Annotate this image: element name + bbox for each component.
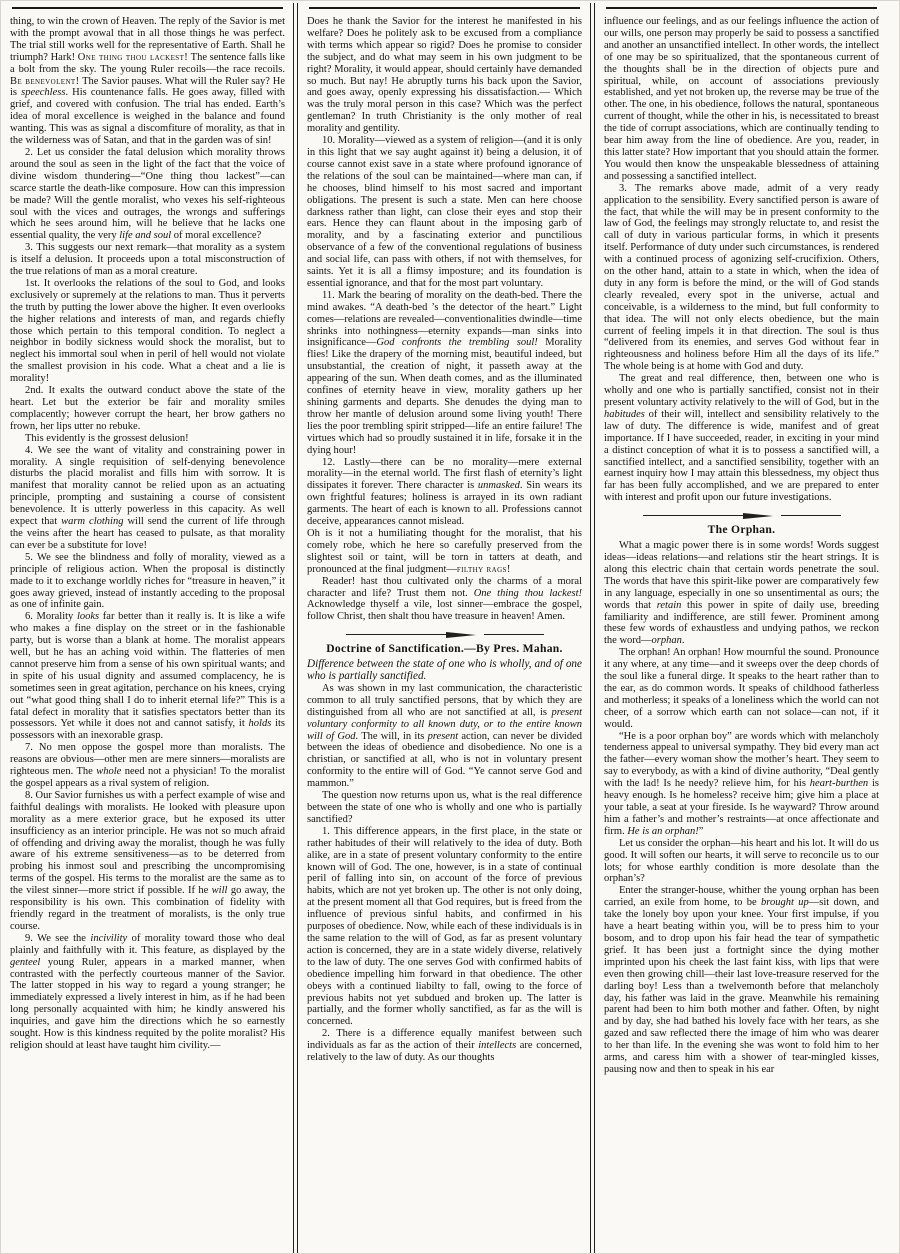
emphasis-text: whole	[96, 766, 122, 778]
emphasis-text: retain	[656, 599, 682, 611]
divider-line	[781, 515, 841, 516]
paragraph: 8. Our Savior furnishes us with a perfect example of wise and faithful dealings with moralists. He looked with pleasure upon morality as a mere exterior grace, but he exposed its utter insufficiency as an interior principle. He was not so much afraid of offending and driving away the moralist, though he was fully aware of his extreme sensitiveness—as to be deterred from probing his inmost soul and prescribing the uncompromising terms of the gospel. His terms to the moralist are the same as to the vilest sinner—more strict if possible. If he will go away, the responsibility is his own. This combination of fidelity with friendly regard in the treatment of moralists, is the only true course.	[10, 789, 285, 932]
emphasis-text: intellects	[478, 1040, 517, 1052]
emphasis-text: looks	[76, 611, 100, 623]
paragraph: Let us consider the orphan—his heart and his lot. It will do us good. It will soften our hearts, it will serve to reconcile us to our lots; for whose earthly condition is more desolate than the orphan’s?	[604, 837, 879, 885]
column-3	[595, 1, 887, 1253]
emphasis-text: One thing thou lackest!	[473, 587, 582, 599]
paragraph: 11. Mark the bearing of morality on the death-bed. There the mind awakes. “A death-bed ’s the detector of the heart.” Light comes—relations are revealed—conventionalities dwindle—time shrinks into nothingness—eternity expands—man sinks into insignificance—God confronts the trembling soul! Morality flies! Like the drapery of the morning mist, beautiful indeed, but unsubstantial, the creation of night, it passeth away at the appearing of the sun. When death comes, and as the illuminated confines of eternity heave in view, morality gathers up her shining garments and departs. She denudes the dying man to throw her mantle of delusion around some living youth! There lies the poor trembling spirit stripped—life an entire failure! The virtues which had so proudly sustained it in life, forsake it in the dying hour!	[307, 289, 582, 456]
column-layout	[1, 1, 899, 1253]
emphasis-text: holds	[248, 718, 272, 730]
paragraph: 9. We see the incivility of morality toward those who deal plainly and faithfully with it. This feature, as displayed by the genteel young Ruler, appears in a marked manner, when contrasted with the perfectly courteous manner of the Savior. The latter stopped in his way to regard a young stranger; he immediately expressed a lively interest in him, as if he had been long personally acquainted with him; he kindly answered his inquiries, and gave him the directions which he so earnestly sought. How is this kindness requited by the polite moralist? His religion should at least have taught him civility.—	[10, 932, 285, 1051]
emphasis-text: genteel	[10, 956, 41, 968]
paragraph: Oh is it not a humiliating thought for the moralist, that his comely robe, which he here so carefully preserved from the slightest soil or taint, will be torn in tatters at death, and pronounced at the final judgment—filthy rags!	[307, 527, 582, 575]
paragraph: The great and real difference, then, between one who is wholly and one who is partially sanctified, consist not in their present voluntary activity relatively to the will of God, but in the habitudes of their will, intellect and sensibility relatively to the law of duty. The difference is wide, manifest and of great importance. If I have succeeded, reader, in exciting in your mind a distinct conception of what it is to possess a sanctified will, a sanctified intellect, and a sanctified sensibility, together with an earnest inquiry how I may attain this blessedness, my object thus far has been fully accomplished, and we are prepared to enter with interest and profit upon our future investigations.	[604, 373, 879, 504]
paragraph: influence our feelings, and as our feelings influence the action of our wills, one person may properly be said to possess a sanctified and another an unsanctified intellect. In other words, the intellect of one may be so spiritualized, that the spontaneous current of the thoughts shall be in the direction of objects pure and spiritual, while, on account of associations previously established, and yet not broken up, the reverse may be true of the other. The one, in his obedience, follows the natural, spontaneous current of thought, while the other in his, is necessitated to breast the tide of corrupt associations, which are continually tending to bear him away from the line of obedience. Are you, reader, in this latter state? How important that you should attain the former. You would then know the unspeakable blessedness of attaining and possessing a sanctified intellect.	[604, 16, 879, 182]
emphasis-text: unmasked	[477, 480, 520, 492]
top-rule	[309, 7, 580, 9]
article-heading: Doctrine of Sanctification.—By Pres. Mahan.	[326, 642, 563, 656]
column-3-text	[604, 16, 879, 1076]
paragraph: 2nd. It exalts the outward conduct above the state of the heart. Let but the exterior be fair and morality smiles complacently; however corrupt the heart, her brow gathers no frown, her lips utter no rebuke.	[10, 385, 285, 432]
paragraph: What a magic power there is in some words! Words suggest ideas—ideas relations—and relations stir the heart strings. It is along this electric chain that certain words penetrate the soul. The words that have this spirit-like power are comparatively few in any language, especially in one so unsentimental as ours; the words that retain this power in spite of daily use, breeding familiarity and indifference, are still fewer. Prominent among these few words of exhaustless and undying pathos, we reckon the word—orphan.	[604, 540, 879, 647]
emphasis-text: habitudes	[604, 408, 645, 420]
emphasis-text: will	[211, 885, 228, 897]
paragraph: “He is a poor orphan boy” are words which with melancholy tenderness appeal to universal sympathy. They bid every man act the father—every woman show the mother’s heart. They seem to say to everybody, as with a kind of divine authority, “Deal gently with the lad! Is he needy? relieve him, for his heart-burthen is heavy enough. Is he homeless? receive him; give him a place at your table, a seat at your fireside. Is he wayward? Throw around him a father’s and mother’s restraints—at once affectionate and firm. He is an orphan!”	[604, 730, 880, 837]
emphasis-text: warm clothing	[61, 516, 124, 528]
column-2	[298, 1, 590, 1253]
emphasis-text: heart-burthen	[809, 778, 869, 790]
emphasis-text: incivility	[90, 932, 128, 944]
emphasis-text: He is an orphan!	[627, 825, 699, 837]
section-divider	[643, 512, 841, 519]
emphasis-text: life and soul	[119, 230, 172, 242]
paragraph: 4. We see the want of vitality and constraining power in morality. A single requisition of self-denying benevolence disturbs the placid moralist and fills him with sorrow. It is manifest that morality cannot be relied upon as an actuating principle, prompting and sustaining a course of consistent benevolence. It is utterly powerless in this capacity. As well expect that warm clothing will send the current of life through the veins after the heart has ceased to pulsate, as that morality can ever be a substitute for love!	[10, 444, 285, 551]
paragraph: 2. Let us consider the fatal delusion which morality throws around the soul as seen in the light of the fact that the voice of divine wisdom thundering—“One thing thou lackest”—can scarce startle the death-like composure. How can this impression be made? Will the gentle moralist, who vexes his self-righteous soul with the vices and outrages, the wrongs and sufferings which he sees around him, will he believe that he lacks one essential quality, the very life and soul of moral excellence?	[10, 146, 285, 242]
article-heading: The Orphan.	[707, 523, 776, 537]
paragraph: Does he thank the Savior for the interest he manifested in his welfare? Does he politely ask to be excused from a compliance with terms which appear so rigid? Does he promise to consider the subject, and do what may seem in his own judgment to be right? Morality, it would appear, should certainly have demanded so much. But nay! He abruptly turns his back upon the Savior, and goes away, openly expressing his dissatisfaction.— Which was the truly moral person in this case? Which was the perfect gentleman? In truth Christianity is the only mother of real morality and gentility.	[307, 16, 582, 135]
column-1	[1, 1, 293, 1253]
paragraph: This evidently is the grossest delusion!	[25, 432, 189, 444]
small-caps-text: Be benevolent!	[10, 75, 80, 87]
paragraph: Reader! hast thou cultivated only the charms of a moral character and life? Trust them not. One thing thou lackest! Acknowledge thyself a vile, lost sinner—embrace the gospel, follow Christ, then shalt thou have treasure in heaven! Amen.	[307, 575, 582, 623]
paragraph: 7. No men oppose the gospel more than moralists. The reasons are obvious—other men are mere sinners—moralists are righteous men. The whole need not a physician! To the moralist the gospel appears as a rival system of religion.	[10, 742, 285, 789]
small-caps-text: One thing thou lackest!	[77, 51, 189, 63]
article-subtitle: Difference between the state of one who is wholly, and of one who is partially sanctified.	[307, 658, 582, 683]
divider-line	[484, 634, 544, 635]
paragraph: 10. Morality—viewed as a system of religion—(and it is only in this light that we say aught against it) being a delusion, it of course cannot exist save in a state where profound ignorance of the relations of the soul can be maintained—where man can, if he chooses, blind himself to his most sacred and important obligations. The present is such a state. Men can here choose darkness rather than light, can close their eyes and stop their ears. Hence they can flaunt about in the imposing garb of morality, and by a fascinating exterior and punctilious observance of a few of the conventional regulations of business and social life, can pass with others, if not with themselves, for saints. Yet it is all a flimsy imposture; and its foundation is essential ignorance, and that for the most part voluntary.	[307, 135, 582, 289]
divider-line	[346, 634, 446, 635]
emphasis-text: orphan	[651, 635, 682, 647]
top-rule	[12, 7, 283, 9]
paragraph: 3. The remarks above made, admit of a very ready application to the sensibility. Every sanctified person is aware of the fact, that while the will may be in present conformity to the law of God, the feelings may strongly reluctate to, and resist the call of duty in various particular forms, in which it presents itself. Performance of duty under such circumstances, is rendered with a continued process of agonizing self-crucifixion. Others, on the other hand, attain to a state in which, when the idea of duty in any form is before the mind, or the will of God stands clearly revealed, every spot in the universe, actual and conceivable, is a wilderness to the mind, but full conformity to that idea. The will not only elects obedience, but the main current of feeling impels it in that direction. The soul is thus “delivered from its enemies, and serves God without fear in righteousness and holiness before Him all the days of its life.” The whole being is at home with God and duty.	[604, 182, 879, 373]
small-caps-text: filthy rags!	[456, 563, 511, 575]
top-rule	[606, 7, 877, 9]
column-1-text	[10, 16, 285, 1052]
paragraph: 6. Morality looks far better than it really is. It is like a wife who makes a fine display on the street or in the fashionable party, but is worse than a blank at home. The moralist appears well, but he has an aching void within. The flatteries of men cannot preserve him from a sense of his own spiritual wants; and in spite of his usual dignity and assumed complacency, he is sometimes seen in great agitation, perchance on his knees, crying out “what good thing shall I do to inherit eternal life?” This is a fatal defect in morality that it satisfies spectators better than its possessors. Yet while it does not and cannot satisfy, it holds its possessors with an inexorable grasp.	[10, 611, 286, 742]
emphasis-text: present voluntary conformity to all known duty, or to the entire known will of God	[307, 706, 582, 742]
paragraph: The orphan! An orphan! How mournful the sound. Pronounce it any where, at any time—and it sweeps over the deep chords of the soul like a funeral dirge. It speaks to the heart rather than to the ear, as do common words. It speaks of childhood fatherless and motherless; it speaks of a loneliness which the world can not cheer, of a sorrow which earth can not solace—can not, if it would.	[604, 647, 879, 730]
paragraph: The question now returns upon us, what is the real difference between the state of one who is wholly and one who is partially sanctified?	[307, 790, 582, 825]
section-divider	[346, 631, 544, 638]
paragraph: 12. Lastly—there can be no morality—mere external morality—in the eternal world. The first flash of eternity’s light dissipates it forever. There character is unmasked. Sin wears its own frightful features; holiness is arrayed in its own radiant garments. The heart of each is known to all. Professions cannot deceive, appearances cannot mislead.	[307, 456, 583, 528]
divider-line	[643, 515, 743, 516]
paragraph: 1. This difference appears, in the first place, in the state or rather habitudes of their will relatively to the idea of duty. Both alike, are in a state of present voluntary conformity to the entire known will of God. The one, however, is in a state of continual peril of falling into sin, on account of the force of previous habits, which are not yet broken up. The other is not only doing, at the present moment all that God requires, but is freed from the influence of previous sinful habits, and confirmed in his purposes of obedience. Now, while each of these individuals is in the same relation to the will of God, as far as present voluntary action is concerned, they are in a state widely diverse, relatively to the law of duty. The one serves God with confirmed habits of obedience impelling him forward in that obedience. The other obeys with a continued liabilty to fall, owing to the force of previous habits not yet subdued and broken up. The latter is partially, and the former wholly sanctified, as far as the will is concerned.	[307, 825, 582, 1028]
divider-arrow-icon	[446, 632, 476, 638]
paragraph: thing, to win the crown of Heaven. The reply of the Savior is met with the prompt avowal that in all those things he was perfect. The trial still works well for the representative of Earth. Shall he triumph? Hark! One thing thou lackest! The sentence falls like a bolt from the sky. The young Ruler recoils—the race recoils. Be benevolent! The Savior pauses. What will the Ruler say? He is speechless. His countenance falls. He goes away, filled with grief, and covered with confusion. The trial has ended. Earth’s idea of moral excellence is weighed in the balance and found wanting. This was as signal a discomfiture of morality, as that in the wilderness was of Satan, and that in the garden was of sin!	[10, 16, 285, 147]
emphasis-text: brought up	[761, 897, 809, 909]
emphasis-text: present	[427, 730, 459, 742]
paragraph: Enter the stranger-house, whither the young orphan has been carried, an exile from home, to be brought up—sit down, and take the lonely boy upon your knee. Your first impulse, if you have a heart beating within you, will be to press him to your bosom, and to drop upon his fair head the tear of sympathetic grief. It has been just a fortnight since the dying mother imprinted upon his cheek the last faint kiss, with lips that were even then growing chill—their last love-treasure reserved for the darling boy! Less than a twelvemonth before that melancholy day, his father was laid in the grave. Meanwhile his remaining parent had been to him both mother and father. Often, by night and by day, she had bathed his lovely face with her tears, as she gazed and saw reflected there the image of him who was dearer to her than life. In the evening she was wont to fold him to her arms, and caress him with a shower of tear-mingled kisses, pausing now and then to speak in his ear	[604, 885, 879, 1075]
paragraph: 1st. It overlooks the relations of the soul to God, and looks exclusively or supremely at the relations to man. Thus it perverts the truth by putting the lower above the higher. It even overlooks the higher relations and interests of man, and regards chiefly those which pertain to this temporal condition. To neglect a neighbor in bodily sickness would shock the moralist, but to neglect his immortal soul when in peril of hell would not violate the smallest provision in his code. What a cheat and a lie is morality!	[10, 277, 285, 385]
emphasis-text: God confronts the trembling soul!	[376, 337, 538, 349]
paragraph: 3. This suggests our next remark—that morality as a system is itself a delusion. It proceeds upon a total misconstruction of the true relations of man as a moral creature.	[10, 242, 285, 278]
column-2-text	[307, 16, 582, 1064]
paragraph: As was shown in my last communication, the characteristic common to all truly sanctified persons, that by which they are distinguished from all who are not sanctified at all, is present voluntary conformity to all known duty, or to the entire known will of God. The will, in its present action, can never be divided between the ideas of obedience and disobedience. No one is a christian, or sanctified at all, who is not in voluntary present conformity to the entire will of God. “Ye cannot serve God and mammon.”	[307, 682, 582, 790]
emphasis-text: speechless	[21, 87, 66, 99]
divider-arrow-icon	[743, 513, 773, 519]
paragraph: 2. There is a difference equally manifest between such individuals as far as the action of their intellects are concerned, relatively to the law of duty. As our thoughts	[307, 1028, 582, 1064]
paragraph: 5. We see the blindness and folly of morality, viewed as a principle of religious action. When the proposal is distinctly made to it to exchange worldly riches for “treasure in heaven,” it goes away grieved, instead of instantly acceding to the proposal as one of infinite gain.	[10, 551, 285, 611]
